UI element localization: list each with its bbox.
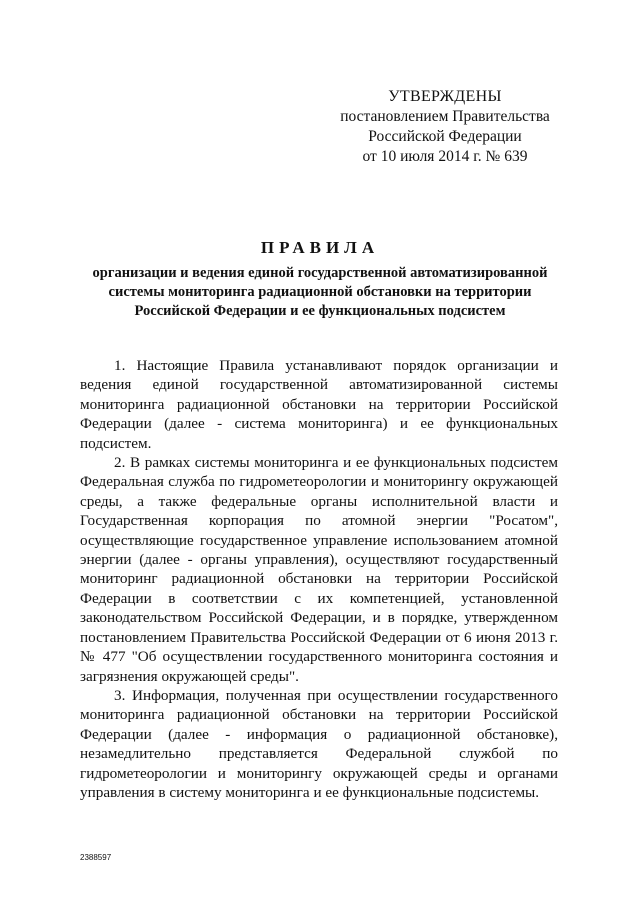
approval-line-3: от 10 июля 2014 г. № 639 (362, 148, 528, 165)
document-code: 2388597 (80, 853, 112, 862)
paragraph-2: 2. В рамках системы мониторинга и ее функциональных подсистем Федеральная служба по гидрометеорологии и мониторингу окружающей среды, а также федеральные органы исполнительной власти и Государственная корпорация по атомной энергии "Росатом", осуществляющие государственное управление использованием атомной энергии (далее - органы управления), осуществляют государственный мониторинг радиационной обстановки на территории Российской Федерации в соответствии с их компетенцией, установленной законодательством Российской Федерации, и в порядке, утвержденном постановлением Правительства Российской Федерации от 6 июня 2013 г. № 477 "Об осуществлении государственного мониторинга состояния и загрязнения окружающей среды". (80, 454, 558, 685)
document-subtitle: организации и ведения единой государственной автоматизированной системы мониторинга радиационной обстановки на территории Российской Федерации и ее функциональных подсистем (92, 265, 548, 319)
document-body (80, 356, 558, 802)
paragraph-1: 1. Настоящие Правила устанавливают порядок организации и ведения единой государственной автоматизированной системы мониторинга радиационной обстановки на территории Российской Федерации (далее - система мониторинга) и ее функциональных подсистем. (80, 357, 558, 452)
approval-heading: УТВЕРЖДЕНЫ (388, 88, 502, 105)
approval-block (330, 87, 560, 167)
document-title: ПРАВИЛА (260, 238, 380, 257)
approval-line-2: Российской Федерации (368, 128, 522, 145)
approval-line-1: постановлением Правительства (340, 108, 550, 125)
paragraph-3: 3. Информация, полученная при осуществлении государственного мониторинга радиационной обстановки на территории Российской Федерации (далее - информация о радиационной обстановке), незамедлительно представляется Федеральной службой по гидрометеорологии и мониторингу окружающей среды и органами управления в систему мониторинга и ее функциональные подсистемы. (80, 686, 558, 801)
